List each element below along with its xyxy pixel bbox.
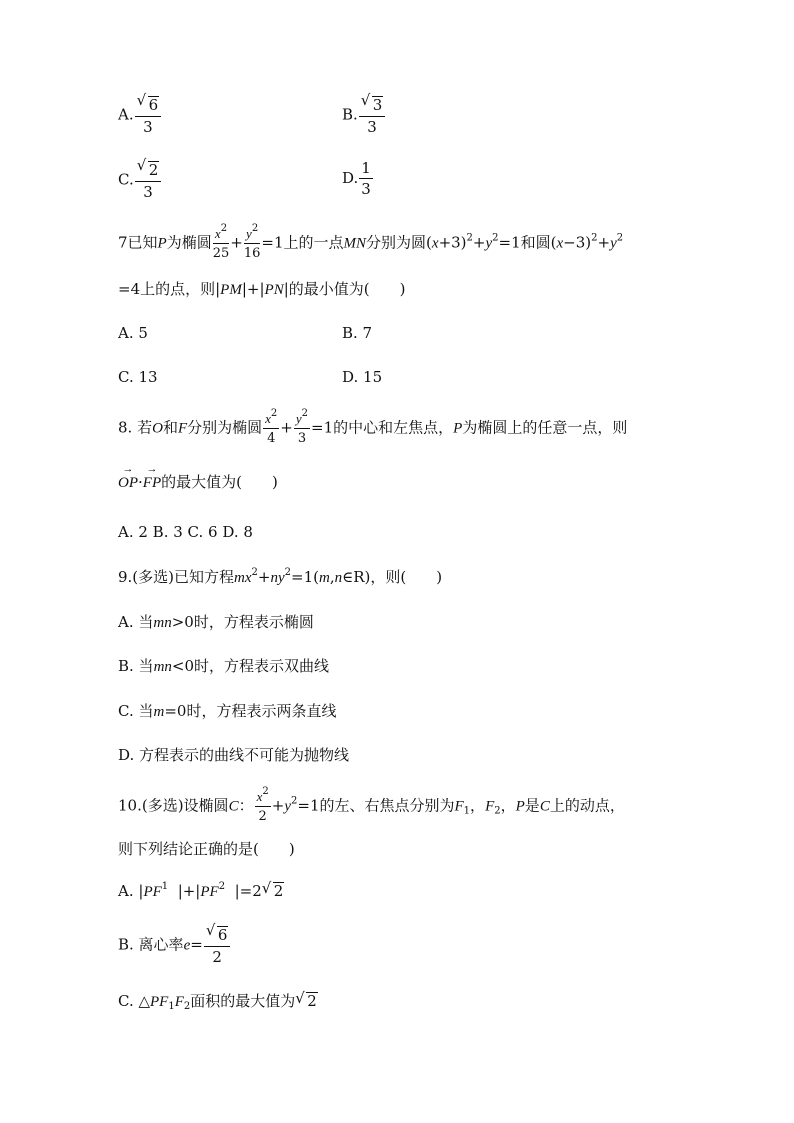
q9-option-d: D. 方程表示的曲线不可能为抛物线 <box>118 746 350 764</box>
q7-option-c: C. 13 <box>118 368 158 386</box>
q6-d-fraction: $\frac{1}{3}$ <box>361 159 371 198</box>
q6-b-fraction: √ $\frac{3}{3}$ <box>359 96 386 135</box>
q10-c-sqrt: √ 2 <box>297 992 318 1010</box>
q9-option-a: A. 当mn>0时，方程表示椭圆 <box>118 613 314 631</box>
q8-fraction-y: $\frac{y^2}{3}$ <box>295 408 309 446</box>
q6-option-c: C. √ $\frac{2}{3}$ <box>118 161 162 200</box>
q10-stem-line2: 则下列结论正确的是( ) <box>118 840 295 858</box>
q7-fraction-x: $\frac{x^2}{25}$ <box>212 223 230 261</box>
q8-options: A. 2 B. 3 C. 6 D. 8 <box>118 523 253 541</box>
q10-option-a: A. $|PF^1$ $|+|PF^2$ |=2√ 2 <box>118 882 284 901</box>
vector-fp: → FP <box>143 475 161 492</box>
q8-stem-line2: → OP·→ FP的最大值为( ) <box>118 471 278 492</box>
q8-fraction-x: $\frac{x^2}{4}$ <box>265 408 278 446</box>
q10-b-fraction: √ $\frac{6}{2}$ <box>204 926 231 965</box>
q6-option-b: B. √ $\frac{3}{3}$ <box>342 96 386 135</box>
q10-option-c: C. $\triangle PF_1F_2$面积的最大值为√ 2 <box>118 990 318 1011</box>
q10-a-sqrt: √ 2 <box>264 882 285 900</box>
q6-option-a: A. √ $\frac{6}{3}$ <box>118 96 162 135</box>
q9-option-b: B. 当mn<0时，方程表示双曲线 <box>118 657 330 675</box>
q7-option-a: A. 5 <box>118 324 148 342</box>
q9-stem: 9.(多选)已知方程$mx^2+ny^2=1(m,n\in R)$，则( ) <box>118 567 443 586</box>
q6-a-fraction: √ $\frac{6}{3}$ <box>135 96 162 135</box>
q6-option-d: D. $\frac{1}{3}$ <box>342 159 371 198</box>
q7-fraction-y: $\frac{y^2}{16}$ <box>243 223 261 261</box>
q7-option-d: D. 15 <box>342 368 383 386</box>
q7-stem-line1: 7已知P为椭圆 $\frac{x^2}{25}$ + $\frac{y^2}{16}$ =1上的一点MN分别为圆$(x+3)^2+y^2=1$和圆$(x-3)^2+y^2$ <box>118 223 624 261</box>
q6-c-fraction: √ $\frac{2}{3}$ <box>135 161 162 200</box>
q8-stem-line1: 8. 若O和F分别为椭圆 $\frac{x^2}{4}$ + $\frac{y^2}{3}$ =1的中心和左焦点，P为椭圆上的任意一点，则 <box>118 408 628 446</box>
vector-op: → OP <box>118 475 138 492</box>
q10-fraction-x: $\frac{x^2}{2}$ <box>256 786 269 824</box>
q10-option-b: B. 离心率e= √ $\frac{6}{2}$ <box>118 926 231 965</box>
q9-option-c: C. 当m=0时，方程表示两条直线 <box>118 702 337 720</box>
q10-stem-line1: 10.(多选)设椭圆C： $\frac{x^2}{2}$ $+y^2=1$的左、右焦点分别为$F_1$，$F_2$，P是C上的动点， <box>118 786 625 824</box>
q7-option-b: B. 7 <box>342 324 373 342</box>
q7-stem-line2: =4上的点，则|PM|+|PN|的最小值为( ) <box>118 280 406 298</box>
